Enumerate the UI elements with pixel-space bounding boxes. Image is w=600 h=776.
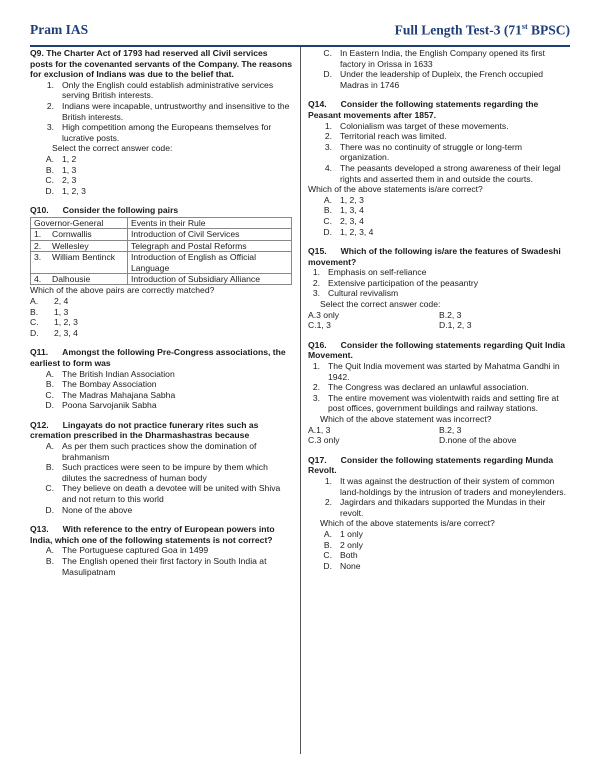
statement: 3. The entire movement was violentwith raids and setting fire at post offices, government buildings and railway stations.	[312, 392, 559, 414]
table-row: 1. Cornwallis Introduction of Civil Services	[31, 229, 292, 240]
question-14	[308, 99, 570, 237]
option-c[interactable]: C.3 only	[308, 435, 340, 446]
table-row: 3. William Bentinck Introduction of English as Official Language	[31, 252, 292, 274]
statement-list	[308, 121, 570, 185]
option-c[interactable]: C. 2, 3, 4	[323, 215, 364, 226]
statement-list	[308, 476, 570, 518]
option-d[interactable]: D.none of the above	[439, 435, 517, 446]
answer-prompt: Which of the above statements is/are correct?	[308, 184, 483, 195]
option-b[interactable]: B. The English opened their first factory in South India at Masulipatnam	[45, 556, 267, 577]
column-header: Events in their Rule	[128, 217, 292, 228]
option-c[interactable]: C. Both	[323, 550, 358, 561]
answer-prompt: Which of the above statements is/are correct?	[320, 518, 495, 529]
question-title: Q15. Which of the following is/are the features of Swadeshi movement?	[308, 246, 561, 267]
question-title: Q9. The Charter Act of 1793 had reserved all Civil services posts for the covenanted servants of the Company. The reasons for exclusion of Indians was due to the belief that.	[30, 48, 293, 80]
option-a[interactable]: A. 2, 4	[30, 295, 69, 306]
option-a[interactable]: A. The Portuguese captured Goa in 1499	[45, 545, 209, 556]
question-title: Q13. With reference to the entry of European powers into India, which one of the following statements is not correct?	[30, 524, 275, 545]
statement: 4. The peasants developed a strong awareness of their legal rights and asserted them in and outside the courts.	[324, 162, 561, 184]
option-b[interactable]: B. 1, 3, 4	[323, 205, 364, 216]
option-c[interactable]: C. They believe on death a devotee will be united with Shiva and not return to this world	[45, 483, 281, 505]
answer-prompt: Which of the above pairs are correctly matched?	[30, 285, 215, 296]
option-b[interactable]: B. 1, 3	[30, 306, 69, 317]
option-c[interactable]: C. The Madras Mahajana Sabha	[45, 389, 176, 400]
option-b[interactable]: B.2, 3	[439, 424, 462, 435]
option-d[interactable]: D. 1, 2, 3	[45, 185, 86, 196]
option-a[interactable]: A.3 only	[308, 309, 340, 320]
question-9	[30, 48, 292, 196]
question-title: Q14. Consider the following statements regarding the Peasant movements after 1857.	[308, 99, 539, 120]
question-title: Q17. Consider the following statements regarding Munda Revolt.	[308, 454, 554, 476]
statement: 3. High competition among the Europeans themselves for lucrative posts.	[46, 122, 272, 143]
option-list	[30, 441, 292, 515]
option-list	[30, 369, 292, 411]
statement: 2. Indians were incapable, untrustworthy and insensitive to the British interests.	[46, 100, 290, 122]
option-d[interactable]: D. 1, 2, 3, 4	[323, 226, 374, 237]
option-grid	[308, 425, 570, 446]
question-11	[30, 347, 292, 411]
option-list	[308, 195, 570, 237]
option-a[interactable]: A. The British Indian Association	[45, 368, 175, 379]
statement: 2. The Congress was declared an unlawful association.	[312, 382, 529, 393]
option-a[interactable]: A.1, 3	[308, 424, 331, 435]
statement: 2. Jagirdars and thikadars supported the Mundas in their revolt.	[324, 497, 546, 518]
option-d[interactable]: D. Poona Sarvojanik Sabha	[45, 400, 157, 411]
option-d[interactable]: D.1, 2, 3	[439, 320, 472, 331]
statement: 1. It was against the destruction of their system of common land-holdings by the intrusion of traders and moneylenders.	[324, 475, 566, 497]
option-grid	[308, 310, 570, 331]
brand-name: Pram IAS	[30, 22, 89, 37]
statement-list	[308, 361, 570, 414]
option-c[interactable]: C. In Eastern India, the English Company opened its first factory in Orissa in 1633	[323, 48, 545, 69]
option-b[interactable]: B. The Bombay Association	[45, 379, 157, 390]
table-header-row	[31, 217, 292, 228]
question-15	[308, 246, 570, 331]
option-c[interactable]: C.1, 3	[308, 320, 331, 331]
option-b[interactable]: B.2, 3	[439, 309, 462, 320]
column-divider	[300, 47, 301, 754]
option-c[interactable]: C. 1, 2, 3	[30, 317, 78, 328]
question-10	[30, 205, 292, 338]
option-a[interactable]: A. As per them such practices show the domination of brahmanism	[45, 441, 257, 462]
statement: 3. There was no continuity of struggle or long-term organization.	[324, 141, 522, 163]
statement: 1. Only the English could establish administrative services serving British interests.	[46, 79, 274, 101]
question-16	[308, 340, 570, 446]
question-title: Q16. Consider the following statements regarding Quit India Movement.	[308, 339, 566, 361]
option-list	[308, 529, 570, 571]
option-c[interactable]: C. 2, 3	[45, 175, 77, 186]
table-row: 2. Wellesley Telegraph and Postal Reforms	[31, 240, 292, 251]
statement: 1. The Quit India movement was started by Mahatma Gandhi in 1942.	[312, 361, 560, 382]
column-header: Governor-General	[31, 217, 128, 228]
option-a[interactable]: A. 1, 2, 3	[323, 194, 364, 205]
table-row: 4. Dalhousie Introduction of Subsidiary Alliance	[31, 273, 292, 284]
option-b[interactable]: B. 2 only	[323, 539, 363, 550]
test-title: Full Length Test-3 (71st BPSC)	[394, 22, 570, 38]
option-d[interactable]: D. 2, 3, 4	[30, 327, 78, 338]
option-d[interactable]: D. None of the above	[45, 504, 133, 515]
left-column	[30, 48, 292, 586]
pairs-table	[30, 217, 292, 285]
question-title: Q11. Amongst the following Pre-Congress associations, the earliest to form was	[30, 347, 286, 368]
statement: 2. Territorial reach was limited.	[324, 131, 447, 142]
right-column	[308, 48, 570, 580]
statement: 1. Emphasis on self-reliance	[312, 267, 427, 278]
statement: 1. Colonialism was target of these movements.	[324, 120, 509, 131]
statement: 3. Cultural revivalism	[312, 288, 399, 299]
question-17	[308, 455, 570, 572]
answer-prompt: Select the correct answer code:	[320, 299, 441, 310]
question-12	[30, 420, 292, 515]
option-list	[30, 296, 292, 338]
question-title: Q10. Consider the following pairs	[30, 205, 179, 216]
option-a[interactable]: A. 1, 2	[45, 153, 77, 164]
page-header	[30, 22, 570, 44]
option-b[interactable]: B. 1, 3	[45, 164, 77, 175]
answer-prompt: Select the correct answer code:	[52, 143, 173, 154]
option-d[interactable]: D. None	[323, 560, 361, 571]
statement: 2. Extensive participation of the peasantry	[312, 277, 479, 288]
option-list	[308, 48, 570, 90]
question-title: Q12. Lingayats do not practice funerary rites such as cremation prescribed in the Dharmashastras because	[30, 419, 259, 441]
option-d[interactable]: D. Under the leadership of Dupleix, the French occupied Madras in 1746	[323, 69, 544, 90]
question-13	[30, 524, 292, 577]
statement-list	[308, 267, 570, 299]
option-b[interactable]: B. Such practices were seen to be impure by them which dilutes the sacredness of human body	[45, 462, 268, 483]
option-list	[30, 545, 292, 577]
statement-list	[30, 80, 292, 144]
option-a[interactable]: A. 1 only	[323, 528, 363, 539]
question-13-continued	[308, 48, 570, 90]
option-list	[30, 154, 292, 196]
answer-prompt: Which of the above statement was incorrect?	[320, 414, 492, 424]
